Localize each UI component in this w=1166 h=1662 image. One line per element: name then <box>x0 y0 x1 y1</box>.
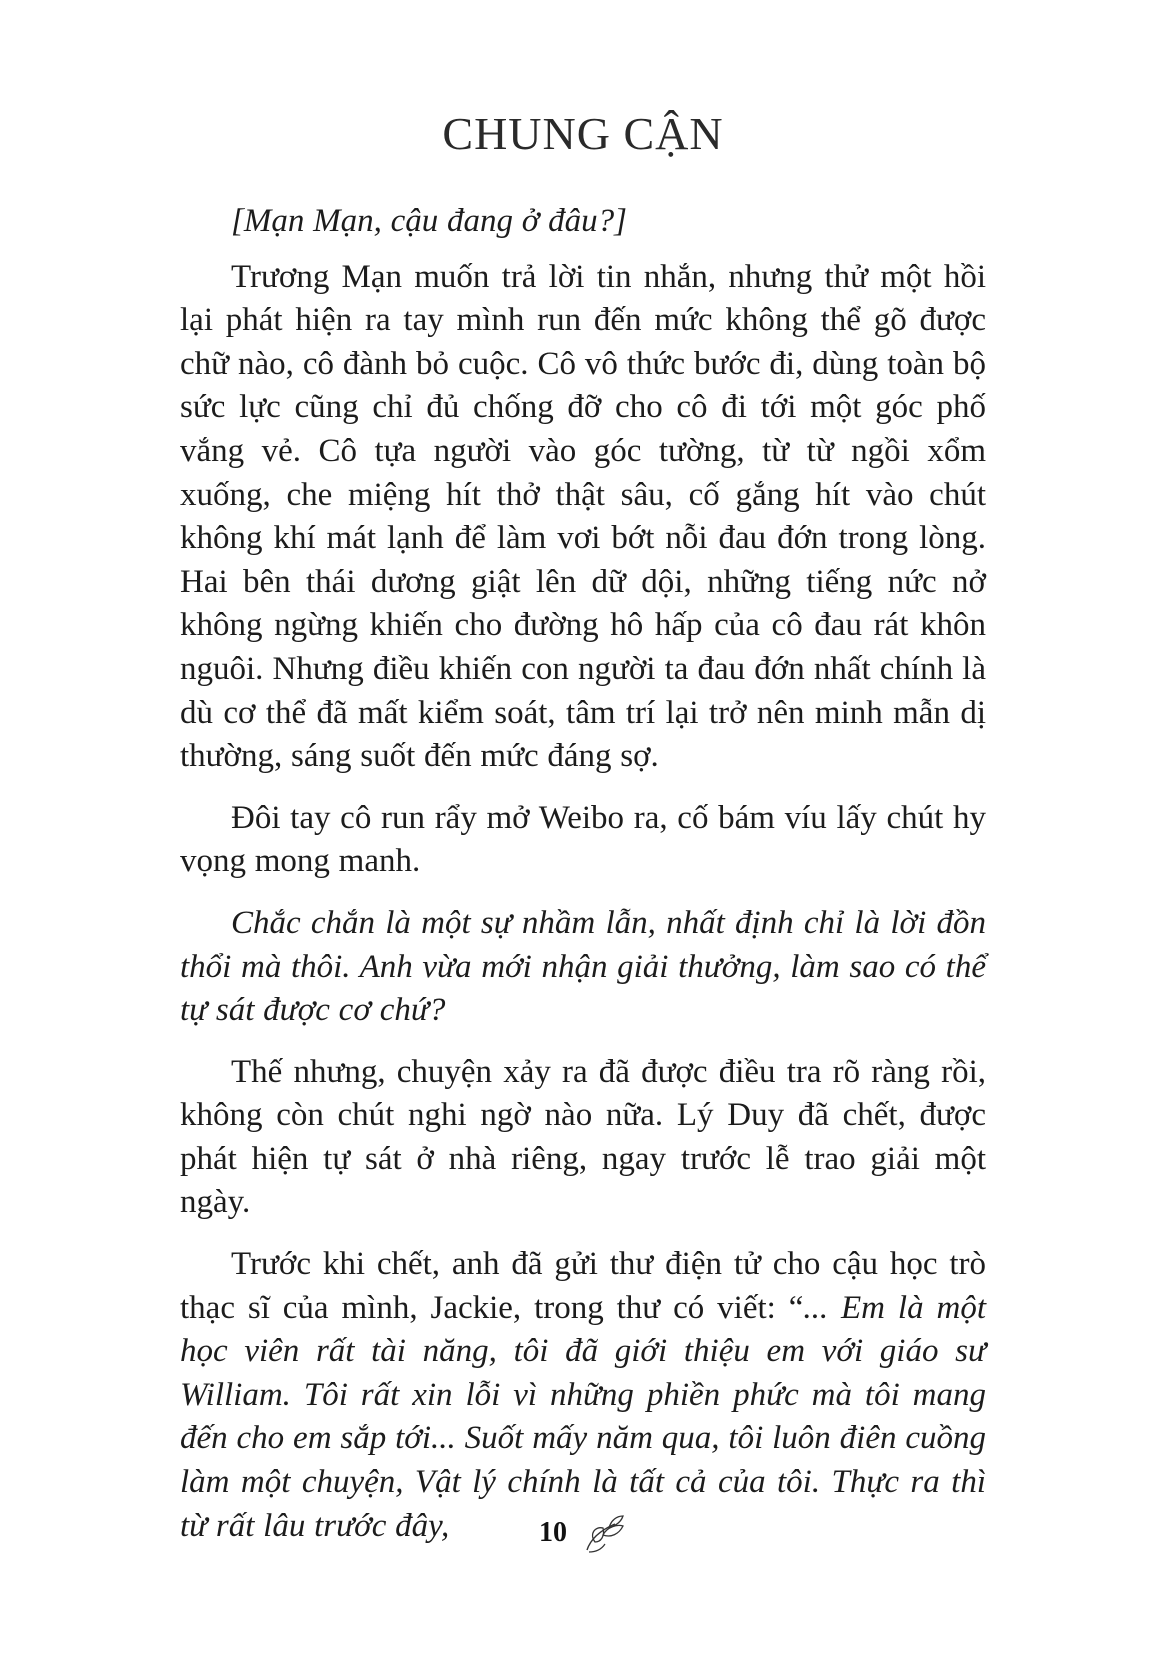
paragraph: Thế nhưng, chuyện xảy ra đã được điều tra rõ ràng rồi, không còn chút nghi ngờ nào nữa. Lý Duy đã chết, được phát hiện tự sát ở nhà riêng, ngay trước lễ trao giải một ngày. <box>180 1053 986 1221</box>
paragraph-letter-intro: Trước khi chết, anh đã gửi thư điện tử cho cậu học trò thạc sĩ của mình, Jackie, trong thư có viết: “ <box>180 1246 986 1326</box>
page-footer <box>0 1508 1166 1558</box>
paragraph-message: [Mạn Mạn, cậu đang ở đâu?] <box>231 203 627 239</box>
leaf-ornament-icon <box>581 1508 627 1558</box>
paragraph-letter <box>180 1243 986 1548</box>
page-number: 10 <box>539 1517 567 1548</box>
body-text <box>180 200 986 1566</box>
paragraph: Đôi tay cô run rẩy mở Weibo ra, cố bám víu lấy chút hy vọng mong manh. <box>180 799 986 880</box>
paragraph-thought: Chắc chắn là một sự nhầm lẫn, nhất định chỉ là lời đồn thổi mà thôi. Anh vừa mới nhận giải thưởng, làm sao có thể tự sát được cơ chứ? <box>180 904 986 1029</box>
paragraph: Trương Mạn muốn trả lời tin nhắn, nhưng thử một hồi lại phát hiện ra tay mình run đến mức không thể gõ được chữ nào, cô đành bỏ cuộc. Cô vô thức bước đi, dùng toàn bộ sức lực cũng chỉ đủ chống đỡ cho cô đi tới một góc phố vắng vẻ. Cô tựa người vào góc tường, từ từ ngồi xổm xuống, che miệng hít thở thật sâu, cố gắng hít vào chút không khí mát lạnh để làm vơi bớt nỗi đau đớn trong lòng. Hai bên thái dương giật lên dữ dội, những tiếng nức nở không ngừng khiến cho đường hô hấp của cô đau rát khôn nguôi. Nhưng điều khiến con người ta đau đớn nhất chính là dù cơ thể đã mất kiểm soát, tâm trí lại trở nên minh mẫn dị thường, sáng suốt đến mức đáng sợ. <box>180 258 986 775</box>
paragraph-letter-quote: ... Em là một học viên rất tài năng, tôi đã giới thiệu em với giáo sư William. Tôi rất xin lỗi vì những phiền phức mà tôi mang đến cho em sắp tới... Suốt mấy năm qua, tôi luôn điên cuồng làm một chuyện, Vật lý chính là tất cả của tôi. Thực ra thì từ rất lâu trước đây, <box>180 1289 986 1544</box>
running-header-title: CHUNG CẬN <box>442 108 724 159</box>
